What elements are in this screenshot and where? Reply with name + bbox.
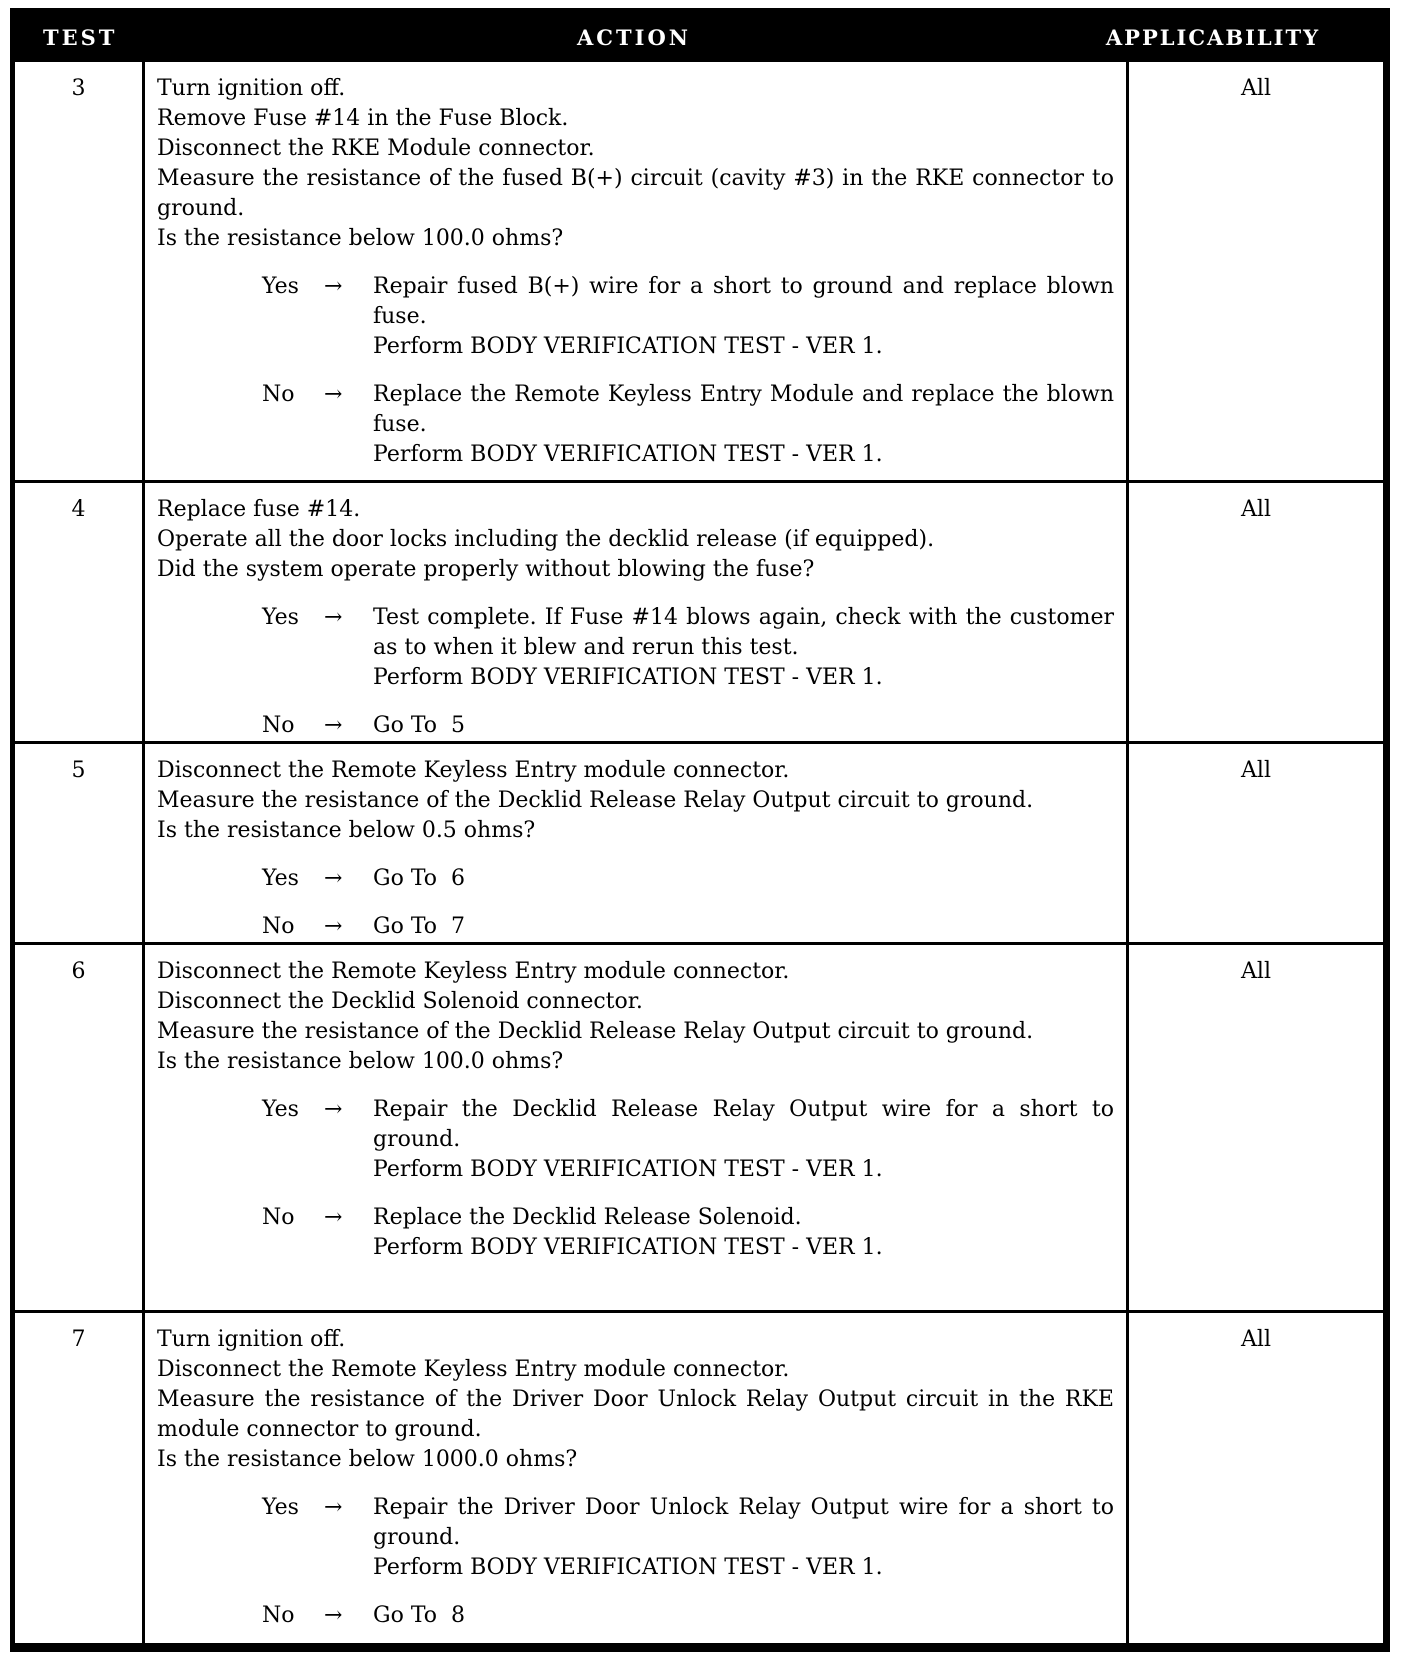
right-arrow-icon: → (324, 1097, 343, 1122)
action-paragraph: Operate all the door locks including the decklid release (if equipped). (157, 527, 935, 552)
branch-label: Yes (262, 1495, 299, 1520)
action-paragraph: Measure the resistance of the Driver Door Unlock Relay Output circuit in the RKE module connector to ground. (157, 1387, 1114, 1442)
action-cell (145, 744, 1129, 942)
test-number: 4 (71, 497, 86, 522)
right-arrow-icon: → (324, 914, 343, 939)
right-arrow-icon: → (324, 866, 343, 891)
test-number-cell (15, 483, 145, 741)
header-cell-action: ACTION (577, 25, 691, 50)
test-row (15, 744, 1383, 945)
test-row (15, 1313, 1383, 1643)
branch-paragraph: Perform BODY VERIFICATION TEST - VER 1. (373, 1235, 883, 1260)
branch-outcome (373, 864, 1114, 894)
action-cell (145, 1313, 1129, 1643)
action-paragraph: Is the resistance below 100.0 ohms? (157, 226, 564, 251)
branch-paragraph: Go To 7 (373, 914, 466, 939)
action-paragraph: Disconnect the Decklid Solenoid connector. (157, 989, 643, 1014)
branch-label: Yes (262, 1097, 299, 1122)
branch-label: Yes (262, 274, 299, 299)
applicability-cell (1129, 483, 1383, 741)
action-paragraph: Measure the resistance of the Decklid Release Relay Output circuit to ground. (157, 788, 1034, 813)
test-number: 6 (71, 959, 86, 984)
applicability-value: All (1241, 1327, 1271, 1352)
branch-outcome (373, 1493, 1114, 1583)
branch-outcome (373, 380, 1114, 470)
applicability-value: All (1241, 497, 1271, 522)
branch-paragraph: Repair the Driver Door Unlock Relay Output wire for a short to ground. (373, 1495, 1114, 1550)
branch-label: No (262, 713, 295, 738)
branch-paragraph: Perform BODY VERIFICATION TEST - VER 1. (373, 665, 883, 690)
branch-paragraph: Repair fused B(+) wire for a short to ground and replace blown fuse. (373, 274, 1114, 329)
branch-label: No (262, 382, 295, 407)
applicability-cell (1129, 62, 1383, 480)
right-arrow-icon: → (324, 605, 343, 630)
action-paragraph: Disconnect the RKE Module connector. (157, 136, 595, 161)
action-paragraph: Is the resistance below 1000.0 ohms? (157, 1447, 578, 1472)
branch-paragraph: Perform BODY VERIFICATION TEST - VER 1. (373, 442, 883, 467)
action-paragraph: Replace fuse #14. (157, 497, 361, 522)
action-paragraph: Turn ignition off. (157, 76, 346, 101)
branch-outcome (373, 603, 1114, 693)
diagnostic-test-table (10, 8, 1390, 1652)
branch-paragraph: Test complete. If Fuse #14 blows again, check with the customer as to when it blew and rerun this test. (373, 605, 1114, 660)
applicability-value: All (1241, 76, 1271, 101)
test-number: 3 (71, 76, 86, 101)
action-paragraph: Measure the resistance of the fused B(+) circuit (cavity #3) in the RKE connector to ground. (157, 166, 1114, 221)
branch-row (157, 711, 1114, 741)
action-cell (145, 62, 1129, 480)
test-number-cell (15, 945, 145, 1310)
branch-paragraph: Perform BODY VERIFICATION TEST - VER 1. (373, 334, 883, 359)
action-cell (145, 483, 1129, 741)
right-arrow-icon: → (324, 1495, 343, 1520)
test-number-cell (15, 62, 145, 480)
branch-row (157, 380, 1114, 470)
branch-label: No (262, 1603, 295, 1628)
action-paragraph: Measure the resistance of the Decklid Release Relay Output circuit to ground. (157, 1019, 1034, 1044)
header-cell-applicability: APPLICABILITY (1105, 25, 1321, 50)
test-number-cell (15, 1313, 145, 1643)
branch-label: No (262, 914, 295, 939)
branch-paragraph: Repair the Decklid Release Relay Output wire for a short to ground. (373, 1097, 1114, 1152)
right-arrow-icon: → (324, 274, 343, 299)
branch-label: No (262, 1205, 295, 1230)
applicability-value: All (1241, 758, 1271, 783)
branch-paragraph: Perform BODY VERIFICATION TEST - VER 1. (373, 1555, 883, 1580)
branch-paragraph: Perform BODY VERIFICATION TEST - VER 1. (373, 1157, 883, 1182)
test-number: 7 (71, 1327, 86, 1352)
table-header-row (15, 13, 1383, 62)
action-paragraph: Is the resistance below 100.0 ohms? (157, 1049, 564, 1074)
branch-label: Yes (262, 605, 299, 630)
action-paragraph: Disconnect the Remote Keyless Entry module connector. (157, 1357, 790, 1382)
right-arrow-icon: → (324, 382, 343, 407)
action-cell (145, 945, 1129, 1310)
branch-paragraph: Go To 8 (373, 1603, 466, 1628)
action-paragraph: Remove Fuse #14 in the Fuse Block. (157, 106, 569, 131)
branch-label: Yes (262, 866, 299, 891)
branch-row (157, 1095, 1114, 1185)
test-row (15, 945, 1383, 1313)
action-paragraph: Is the resistance below 0.5 ohms? (157, 818, 536, 843)
applicability-value: All (1241, 959, 1271, 984)
applicability-cell (1129, 945, 1383, 1310)
test-number: 5 (71, 758, 86, 783)
action-paragraph: Disconnect the Remote Keyless Entry module connector. (157, 758, 790, 783)
table-body (15, 62, 1383, 1643)
branch-row (157, 912, 1114, 942)
branch-outcome (373, 272, 1114, 362)
header-cell-test: TEST (43, 25, 118, 50)
applicability-cell (1129, 1313, 1383, 1643)
action-paragraph: Turn ignition off. (157, 1327, 346, 1352)
branch-outcome (373, 1601, 1114, 1631)
branch-row (157, 272, 1114, 362)
right-arrow-icon: → (324, 1603, 343, 1628)
action-paragraph: Did the system operate properly without blowing the fuse? (157, 557, 815, 582)
branch-paragraph: Replace the Remote Keyless Entry Module and replace the blown fuse. (373, 382, 1114, 437)
branch-outcome (373, 912, 1114, 942)
test-number-cell (15, 744, 145, 942)
branch-outcome (373, 711, 1114, 741)
branch-row (157, 1601, 1114, 1631)
branch-row (157, 1203, 1114, 1263)
test-row (15, 483, 1383, 744)
test-row (15, 62, 1383, 483)
applicability-cell (1129, 744, 1383, 942)
branch-paragraph: Replace the Decklid Release Solenoid. (373, 1205, 802, 1230)
action-paragraph: Disconnect the Remote Keyless Entry module connector. (157, 959, 790, 984)
branch-row (157, 1493, 1114, 1583)
branch-outcome (373, 1095, 1114, 1185)
right-arrow-icon: → (324, 1205, 343, 1230)
branch-outcome (373, 1203, 1114, 1263)
branch-paragraph: Go To 6 (373, 866, 466, 891)
branch-paragraph: Go To 5 (373, 713, 466, 738)
right-arrow-icon: → (324, 713, 343, 738)
branch-row (157, 864, 1114, 894)
branch-row (157, 603, 1114, 693)
